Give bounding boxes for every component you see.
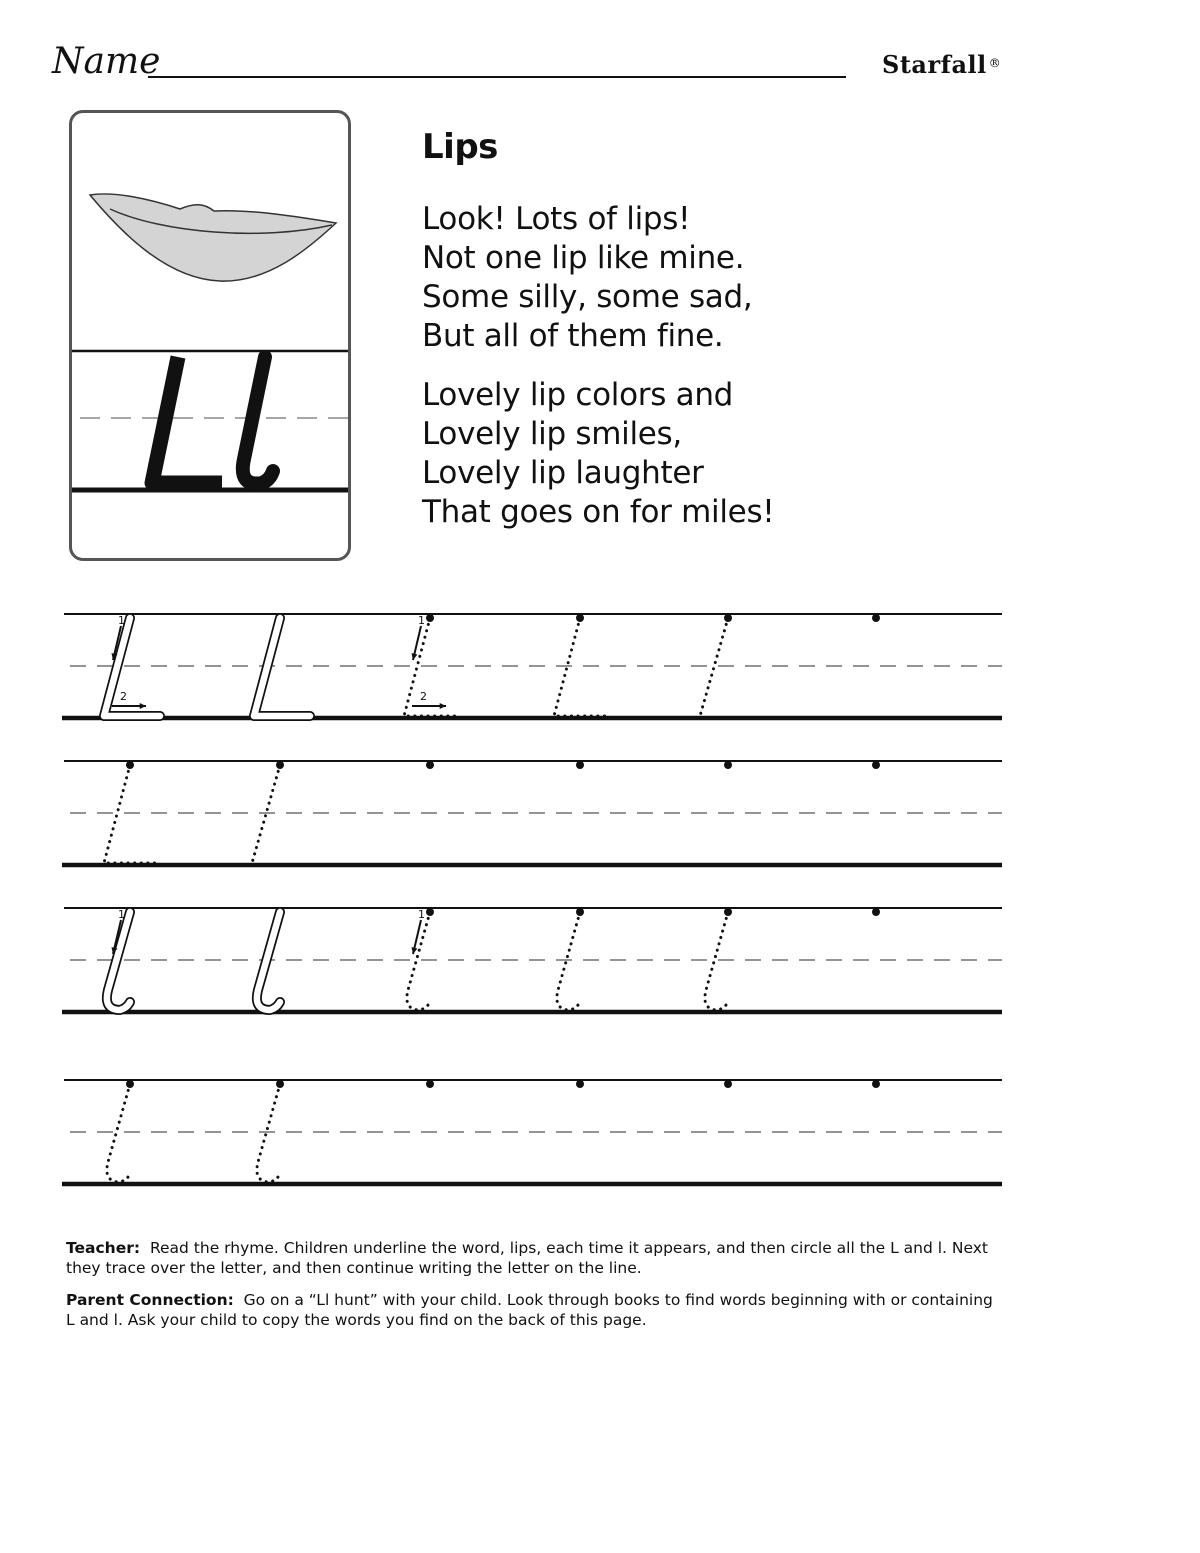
dotted-letter	[257, 1084, 280, 1182]
parent-note-text: Go on a “Ll hunt” with your child. Look through books to find words beginning with or containing L and l. Ask your child to copy the words you find on the back of this page.	[66, 1291, 993, 1329]
start-dot	[724, 1080, 732, 1088]
poem-line: Not one lip like mine.	[422, 240, 745, 276]
trace-letter-outline	[104, 618, 160, 716]
start-dot	[426, 761, 434, 769]
dotted-letter	[557, 912, 580, 1010]
brand-logo	[882, 50, 1001, 80]
start-dot	[872, 614, 880, 622]
poem-stanza-1	[422, 200, 752, 356]
start-dot	[872, 908, 880, 916]
stroke-number-1: 1	[118, 614, 125, 627]
poem-line: Lovely lip colors and	[422, 377, 734, 413]
poem-line: Some silly, some sad,	[422, 279, 753, 315]
card-letter-upper	[152, 357, 222, 483]
parent-note	[66, 1290, 996, 1330]
dotted-letter	[705, 912, 728, 1010]
teacher-note-text: Read the rhyme. Children underline the word, lips, each time it appears, and then circle all the L and l. Next they trace over the letter, and then continue writing the letter on the line.	[66, 1239, 988, 1277]
stroke-number-1: 1	[418, 908, 425, 921]
poem-stanza-2	[422, 376, 774, 532]
dotted-letter	[104, 765, 160, 863]
start-dot	[872, 761, 880, 769]
poem-title: Lips	[422, 127, 498, 167]
stroke-arrow-2-head	[140, 703, 146, 709]
letter-card	[69, 110, 351, 561]
dotted-letter	[252, 765, 280, 863]
stroke-arrow-2-head	[440, 703, 446, 709]
stroke-number-2: 2	[420, 690, 427, 703]
start-dot	[576, 761, 584, 769]
dotted-letter	[404, 618, 460, 716]
registered-mark: ®	[988, 56, 1002, 70]
start-dot	[872, 1080, 880, 1088]
poem-line: Lovely lip laughter	[422, 455, 704, 491]
name-line[interactable]	[148, 76, 846, 78]
letter-card-art	[72, 113, 351, 561]
lips-icon	[90, 194, 336, 281]
stroke-number-1: 1	[118, 908, 125, 921]
teacher-note-label: Teacher:	[66, 1239, 141, 1257]
parent-note-label: Parent Connection:	[66, 1291, 234, 1309]
name-label: Name	[52, 41, 161, 82]
dotted-letter	[700, 618, 728, 716]
trace-letter-outline	[254, 618, 310, 716]
stroke-number-2: 2	[120, 690, 127, 703]
poem-line: But all of them fine.	[422, 318, 724, 354]
poem-line: Look! Lots of lips!	[422, 201, 691, 237]
stroke-number-1: 1	[418, 614, 425, 627]
card-letter-lower	[243, 357, 273, 484]
handwriting-practice	[60, 600, 1005, 1200]
dotted-letter	[107, 1084, 130, 1182]
poem-line: That goes on for miles!	[422, 494, 775, 530]
teacher-note	[66, 1238, 996, 1278]
start-dot	[426, 1080, 434, 1088]
poem-line: Lovely lip smiles,	[422, 416, 682, 452]
dotted-letter	[554, 618, 610, 716]
start-dot	[724, 761, 732, 769]
start-dot	[576, 1080, 584, 1088]
brand-name: Starfall	[882, 50, 987, 79]
